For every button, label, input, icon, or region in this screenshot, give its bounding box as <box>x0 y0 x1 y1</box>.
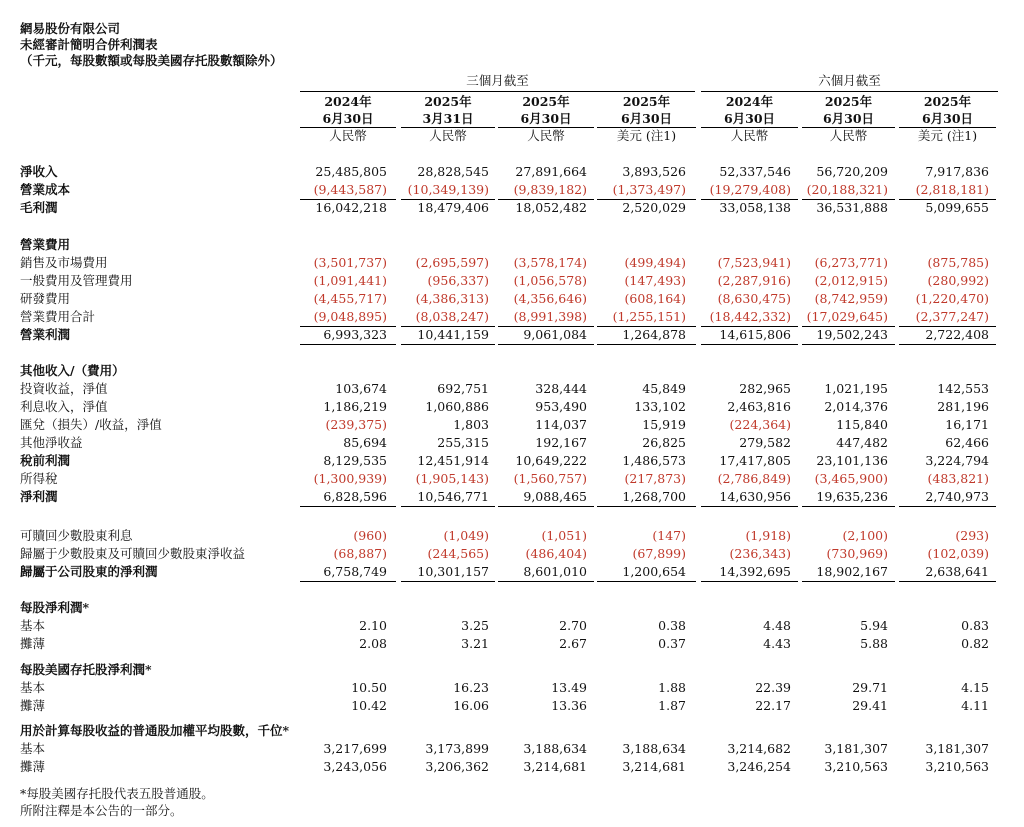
table-cell: (956,337) <box>427 273 489 288</box>
table-cell: 192,167 <box>535 435 587 450</box>
row-label: 淨利潤 <box>20 489 58 504</box>
table-cell: 85,694 <box>343 435 387 450</box>
table-cell: 22.39 <box>755 680 791 695</box>
table-row <box>0 272 1024 290</box>
table-cell: 1.88 <box>658 680 686 695</box>
table-cell: (3,578,174) <box>513 255 587 270</box>
table-cell: 279,582 <box>739 435 791 450</box>
table-cell: 3,214,681 <box>523 759 587 774</box>
table-cell: 12,451,914 <box>417 453 489 468</box>
row-label: 基本 <box>20 618 46 633</box>
table-cell: (2,287,916) <box>717 273 791 288</box>
table-cell: 1,803 <box>453 417 489 432</box>
table-cell: (1,049) <box>443 528 489 543</box>
table-cell: (1,051) <box>541 528 587 543</box>
row-label: 匯兌（損失）/收益，淨值 <box>20 417 162 432</box>
table-cell: 0.38 <box>658 618 686 633</box>
subtotal-underline <box>899 506 996 507</box>
table-cell: 328,444 <box>535 381 587 396</box>
table-row <box>0 697 1024 715</box>
table-cell: 3,210,563 <box>925 759 989 774</box>
table-cell: 9,088,465 <box>523 489 587 504</box>
table-cell: 692,751 <box>437 381 489 396</box>
table-cell: 5.94 <box>860 618 888 633</box>
section-header-row <box>0 722 1024 740</box>
table-cell: 133,102 <box>634 399 686 414</box>
table-cell: 4.11 <box>961 698 989 713</box>
header-underline <box>899 127 996 128</box>
table-cell: 1,264,878 <box>622 327 686 342</box>
table-cell: 114,037 <box>535 417 587 432</box>
statement-name: 未經審計簡明合併利潤表 <box>20 37 158 52</box>
row-label: 所得稅 <box>20 471 58 486</box>
column-date: 3月31日 <box>422 111 474 126</box>
table-row <box>0 563 1024 581</box>
table-cell: 3,173,899 <box>425 741 489 756</box>
table-cell: (18,442,332) <box>709 309 791 324</box>
row-label: 其他淨收益 <box>20 435 83 450</box>
unit-note: （千元，每股數額或每股美國存托股數額除外） <box>20 53 283 68</box>
table-cell: (483,821) <box>927 471 989 486</box>
subtotal-underline <box>401 581 495 582</box>
table-cell: 3,181,307 <box>824 741 888 756</box>
column-year: 2025年 <box>522 94 570 109</box>
table-cell: 13.36 <box>551 698 587 713</box>
table-cell: (2,786,849) <box>717 471 791 486</box>
table-cell: (8,038,247) <box>415 309 489 324</box>
subtotal-underline <box>597 506 696 507</box>
table-cell: (9,839,182) <box>513 182 587 197</box>
table-cell: 3,206,362 <box>425 759 489 774</box>
table-cell: (608,164) <box>624 291 686 306</box>
table-cell: (280,992) <box>927 273 989 288</box>
table-cell: 27,891,664 <box>515 164 587 179</box>
table-cell: 3,246,254 <box>727 759 791 774</box>
column-currency: 美元 (注1) <box>616 128 677 143</box>
table-cell: (239,375) <box>325 417 387 432</box>
table-cell: 16,171 <box>945 417 989 432</box>
table-cell: 1,060,886 <box>425 399 489 414</box>
row-label: 攤薄 <box>20 636 46 651</box>
table-cell: 3,214,682 <box>727 741 791 756</box>
table-row <box>0 398 1024 416</box>
table-cell: 6,758,749 <box>323 564 387 579</box>
column-year: 2025年 <box>424 94 472 109</box>
header-underline <box>802 127 895 128</box>
table-cell: 3,188,634 <box>622 741 686 756</box>
table-cell: (1,373,497) <box>612 182 686 197</box>
table-cell: 3.25 <box>461 618 489 633</box>
table-cell: 16.06 <box>453 698 489 713</box>
table-cell: (7,523,941) <box>717 255 791 270</box>
table-cell: 14,630,956 <box>719 489 791 504</box>
column-currency: 美元 (注1) <box>917 128 978 143</box>
table-cell: 281,196 <box>937 399 989 414</box>
table-row <box>0 740 1024 758</box>
table-cell: (1,220,470) <box>915 291 989 306</box>
row-label: 淨收入 <box>20 164 58 179</box>
subtotal-underline <box>899 344 996 345</box>
table-row <box>0 545 1024 563</box>
table-cell: 115,840 <box>836 417 888 432</box>
table-cell: 10.42 <box>351 698 387 713</box>
header-underline <box>597 127 696 128</box>
subtotal-underline <box>597 344 696 345</box>
table-cell: 28,828,545 <box>417 164 489 179</box>
table-cell: 2,463,816 <box>727 399 791 414</box>
column-currency: 人民幣 <box>730 128 769 143</box>
row-label: 一般費用及管理費用 <box>20 273 133 288</box>
table-cell: 4.15 <box>961 680 989 695</box>
row-label: 可贖回少數股東利息 <box>20 528 133 543</box>
table-cell: 103,674 <box>335 381 387 396</box>
group-header-six-months: 六個月截至 <box>701 71 998 92</box>
table-cell: (1,300,939) <box>313 471 387 486</box>
table-cell: 0.82 <box>961 636 989 651</box>
table-cell: 19,635,236 <box>816 489 888 504</box>
table-cell: 16.23 <box>453 680 489 695</box>
row-label: 基本 <box>20 680 46 695</box>
subtotal-underline <box>498 506 594 507</box>
table-cell: 2,638,641 <box>925 564 989 579</box>
row-label: 每股淨利潤* <box>20 600 90 615</box>
table-cell: (960) <box>353 528 387 543</box>
table-cell: 5.88 <box>860 636 888 651</box>
subtotal-underline <box>802 344 895 345</box>
section-header-row <box>0 661 1024 679</box>
table-row <box>0 380 1024 398</box>
table-cell: 18,902,167 <box>816 564 888 579</box>
row-label: 投資收益，淨值 <box>20 381 108 396</box>
table-cell: 3,188,634 <box>523 741 587 756</box>
table-cell: (224,364) <box>729 417 791 432</box>
table-cell: (2,377,247) <box>915 309 989 324</box>
table-cell: 23,101,136 <box>816 453 888 468</box>
table-cell: (2,695,597) <box>415 255 489 270</box>
table-cell: (9,048,895) <box>313 309 387 324</box>
column-date: 6月30日 <box>822 111 875 126</box>
table-cell: (67,899) <box>632 546 686 561</box>
table-row <box>0 326 1024 344</box>
table-cell: 36,531,888 <box>816 200 888 215</box>
table-cell: 10.50 <box>351 680 387 695</box>
row-label: 毛利潤 <box>20 200 58 215</box>
table-cell: 18,052,482 <box>515 200 587 215</box>
table-cell: 2,740,973 <box>925 489 989 504</box>
table-cell: (486,404) <box>525 546 587 561</box>
column-year: 2025年 <box>622 94 671 109</box>
table-cell: (875,785) <box>927 255 989 270</box>
table-cell: (6,273,771) <box>814 255 888 270</box>
table-row <box>0 679 1024 697</box>
table-cell: 1,268,700 <box>622 489 686 504</box>
table-row <box>0 635 1024 653</box>
table-cell: 22.17 <box>755 698 791 713</box>
group-header-three-months: 三個月截至 <box>300 71 695 92</box>
table-cell: 1,186,219 <box>323 399 387 414</box>
subtotal-underline <box>300 344 396 345</box>
subtotal-underline <box>498 344 594 345</box>
table-cell: (1,056,578) <box>513 273 587 288</box>
section-header-row <box>0 236 1024 254</box>
table-cell: (8,991,398) <box>513 309 587 324</box>
table-cell: 18,479,406 <box>417 200 489 215</box>
section-header-row <box>0 599 1024 617</box>
table-cell: (217,873) <box>624 471 686 486</box>
table-cell: (4,356,646) <box>513 291 587 306</box>
subtotal-underline <box>701 581 798 582</box>
column-date: 6月30日 <box>723 111 776 126</box>
column-year: 2024年 <box>324 94 372 109</box>
table-cell: (1,091,441) <box>313 273 387 288</box>
subtotal-underline <box>401 344 495 345</box>
table-cell: 1,021,195 <box>824 381 888 396</box>
table-cell: (147) <box>652 528 686 543</box>
header-underline <box>701 127 798 128</box>
table-cell: 10,441,159 <box>417 327 489 342</box>
table-cell: (17,029,645) <box>806 309 888 324</box>
row-label: 基本 <box>20 741 46 756</box>
table-row <box>0 199 1024 217</box>
row-label: 其他收入/（費用） <box>20 363 125 378</box>
column-currency: 人民幣 <box>329 128 367 143</box>
table-cell: 29.41 <box>852 698 888 713</box>
table-cell: (2,012,915) <box>814 273 888 288</box>
table-cell: (3,501,737) <box>313 255 387 270</box>
row-label: 攤薄 <box>20 759 46 774</box>
table-cell: (1,255,151) <box>612 309 686 324</box>
table-cell: (730,969) <box>826 546 888 561</box>
table-cell: (2,818,181) <box>915 182 989 197</box>
table-cell: 1,200,654 <box>622 564 686 579</box>
footnote-notes: 所附注釋是本公告的一部分。 <box>20 803 183 818</box>
table-cell: 4.48 <box>763 618 791 633</box>
row-label: 利息收入，淨值 <box>20 399 108 414</box>
table-cell: 19,502,243 <box>816 327 888 342</box>
table-cell: 2,722,408 <box>925 327 989 342</box>
table-cell: 62,466 <box>945 435 989 450</box>
table-row <box>0 416 1024 434</box>
table-cell: 25,485,805 <box>315 164 387 179</box>
table-cell: (244,565) <box>427 546 489 561</box>
table-cell: 10,301,157 <box>417 564 489 579</box>
table-cell: (1,560,757) <box>513 471 587 486</box>
table-row <box>0 617 1024 635</box>
table-cell: 7,917,836 <box>925 164 989 179</box>
table-cell: 13.49 <box>551 680 587 695</box>
header-underline <box>401 127 495 128</box>
table-cell: (20,188,321) <box>806 182 888 197</box>
table-cell: 56,720,209 <box>816 164 888 179</box>
table-row <box>0 470 1024 488</box>
subtotal-underline <box>701 344 798 345</box>
table-cell: 45,849 <box>642 381 686 396</box>
header-underline <box>300 127 396 128</box>
subtotal-underline <box>701 506 798 507</box>
subtotal-underline <box>597 581 696 582</box>
column-currency: 人民幣 <box>429 128 467 143</box>
subtotal-underline <box>401 506 495 507</box>
table-cell: 2.10 <box>359 618 387 633</box>
table-row <box>0 181 1024 199</box>
table-cell: 15,919 <box>642 417 686 432</box>
table-cell: 4.43 <box>763 636 791 651</box>
table-cell: 6,828,596 <box>323 489 387 504</box>
table-cell: (3,465,900) <box>814 471 888 486</box>
table-cell: 52,337,546 <box>719 164 791 179</box>
table-row <box>0 452 1024 470</box>
table-cell: 5,099,655 <box>925 200 989 215</box>
table-cell: 26,825 <box>642 435 686 450</box>
table-cell: 142,553 <box>937 381 989 396</box>
table-cell: 29.71 <box>852 680 888 695</box>
row-label: 稅前利潤 <box>20 453 71 468</box>
table-row <box>0 758 1024 776</box>
table-cell: 16,042,218 <box>315 200 387 215</box>
row-label: 營業利潤 <box>20 327 71 342</box>
table-cell: 17,417,805 <box>719 453 791 468</box>
table-cell: 2,014,376 <box>824 399 888 414</box>
table-cell: (499,494) <box>624 255 686 270</box>
table-cell: (68,887) <box>333 546 387 561</box>
table-row <box>0 254 1024 272</box>
table-cell: (1,918) <box>745 528 791 543</box>
table-row <box>0 163 1024 181</box>
subtotal-underline <box>802 581 895 582</box>
table-cell: 3,217,699 <box>323 741 387 756</box>
column-year: 2025年 <box>923 94 972 109</box>
table-cell: 282,965 <box>739 381 791 396</box>
column-year: 2024年 <box>725 94 774 109</box>
subtotal-underline <box>899 581 996 582</box>
company-name: 網易股份有限公司 <box>20 21 121 36</box>
table-cell: 3,893,526 <box>622 164 686 179</box>
table-cell: 33,058,138 <box>719 200 791 215</box>
table-cell: (2,100) <box>842 528 888 543</box>
header-underline <box>498 127 594 128</box>
row-label: 營業費用 <box>20 237 71 252</box>
table-cell: (10,349,139) <box>407 182 489 197</box>
column-date: 6月30日 <box>520 111 572 126</box>
table-cell: (8,630,475) <box>717 291 791 306</box>
table-row <box>0 488 1024 506</box>
table-cell: 3,181,307 <box>925 741 989 756</box>
row-label: 營業成本 <box>20 182 71 197</box>
table-cell: 10,546,771 <box>417 489 489 504</box>
column-year: 2025年 <box>824 94 873 109</box>
table-cell: 3,224,794 <box>925 453 989 468</box>
table-cell: 2.67 <box>559 636 587 651</box>
table-cell: 3,214,681 <box>622 759 686 774</box>
subtotal-underline <box>498 581 594 582</box>
subtotal-underline <box>802 506 895 507</box>
table-cell: 6,993,323 <box>323 327 387 342</box>
table-cell: (147,493) <box>624 273 686 288</box>
column-date: 6月30日 <box>322 111 374 126</box>
row-label: 每股美國存托股淨利潤* <box>20 662 152 677</box>
table-cell: 3,243,056 <box>323 759 387 774</box>
table-cell: 1,486,573 <box>622 453 686 468</box>
subtotal-underline <box>300 506 396 507</box>
subtotal-underline <box>300 581 396 582</box>
table-cell: 447,482 <box>836 435 888 450</box>
row-label: 研發費用 <box>20 291 71 306</box>
table-cell: 8,129,535 <box>323 453 387 468</box>
table-cell: 10,649,222 <box>515 453 587 468</box>
table-row <box>0 434 1024 452</box>
table-cell: 2.08 <box>359 636 387 651</box>
row-label: 歸屬于少數股東及可贖回少數股東淨收益 <box>20 546 246 561</box>
column-currency: 人民幣 <box>829 128 868 143</box>
column-date: 6月30日 <box>620 111 673 126</box>
table-cell: (8,742,959) <box>814 291 888 306</box>
table-cell: 3,210,563 <box>824 759 888 774</box>
table-cell: (9,443,587) <box>313 182 387 197</box>
column-currency: 人民幣 <box>527 128 565 143</box>
table-cell: (236,343) <box>729 546 791 561</box>
table-cell: 14,392,695 <box>719 564 791 579</box>
table-row <box>0 290 1024 308</box>
table-cell: (19,279,408) <box>709 182 791 197</box>
table-cell: 255,315 <box>437 435 489 450</box>
row-label: 歸屬于公司股東的淨利潤 <box>20 564 158 579</box>
table-cell: (4,386,313) <box>415 291 489 306</box>
row-label: 攤薄 <box>20 698 46 713</box>
table-cell: (1,905,143) <box>415 471 489 486</box>
table-cell: 8,601,010 <box>523 564 587 579</box>
row-label: 營業費用合計 <box>20 309 96 324</box>
row-label: 銷售及市場費用 <box>20 255 108 270</box>
table-cell: 14,615,806 <box>719 327 791 342</box>
table-cell: 0.37 <box>658 636 686 651</box>
table-cell: 0.83 <box>961 618 989 633</box>
table-cell: (102,039) <box>927 546 989 561</box>
section-header-row <box>0 362 1024 380</box>
table-cell: 3.21 <box>461 636 489 651</box>
table-cell: 953,490 <box>535 399 587 414</box>
table-cell: 2.70 <box>559 618 587 633</box>
table-row <box>0 308 1024 326</box>
table-cell: (4,455,717) <box>313 291 387 306</box>
table-cell: 1.87 <box>658 698 686 713</box>
row-label: 用於計算每股收益的普通股加權平均股數，千位* <box>20 723 290 738</box>
table-cell: (293) <box>955 528 989 543</box>
column-date: 6月30日 <box>921 111 974 126</box>
table-cell: 9,061,084 <box>523 327 587 342</box>
table-cell: 2,520,029 <box>622 200 686 215</box>
table-row <box>0 527 1024 545</box>
footnote-ads: *每股美國存托股代表五股普通股。 <box>20 786 214 801</box>
